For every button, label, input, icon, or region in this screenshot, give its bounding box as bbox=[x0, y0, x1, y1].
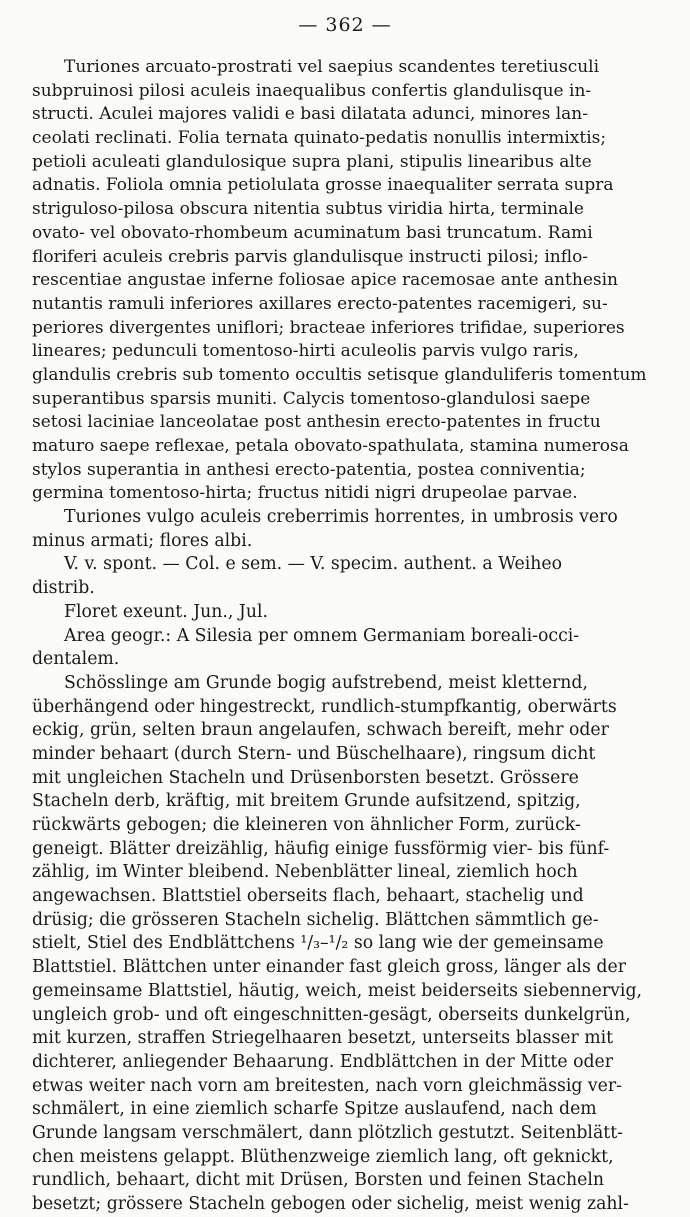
text-line: Grunde langsam verschmälert, dann plötzlich gestutzt. Seitenblätt- bbox=[32, 1122, 623, 1143]
text-line: striguloso-pilosa obscura nitentia subtus viridia hirta, terminale bbox=[32, 199, 584, 220]
text-line: Turiones vulgo aculeis creberrimis horrentes, in umbrosis vero bbox=[64, 507, 618, 528]
text-line: drüsig; die grösseren Stacheln sichelig. Blättchen sämmtlich ge- bbox=[32, 909, 599, 930]
text-line: überhängend oder hingestreckt, rundlich-stumpfkantig, oberwärts bbox=[32, 696, 617, 717]
text-line: Schösslinge am Grunde bogig aufstrebend, meist kletternd, bbox=[64, 672, 588, 693]
text-line: rescentiae angustae inferne foliosae apice racemosae ante anthesin bbox=[32, 270, 618, 291]
text-line: gemeinsame Blattstiel, häutig, weich, meist beiderseits siebennervig, bbox=[32, 980, 643, 1001]
text-line: setosi laciniae lanceolatae post anthesin erecto-patentes in fructu bbox=[32, 412, 601, 433]
text-line: ungleich grob- und oft eingeschnitten-gesägt, oberseits dunkelgrün, bbox=[32, 1004, 631, 1025]
text-line: geneigt. Blätter dreizählig, häufig einige fussförmig vier- bis fünf- bbox=[32, 838, 610, 859]
text-line: ovato- vel obovato-rhombeum acuminatum basi truncatum. Rami bbox=[32, 222, 593, 243]
text-line: rückwärts gebogen; die kleineren von ähnlicher Form, zurück- bbox=[32, 815, 581, 835]
text-line: stielt, Stiel des Endblättchens ¹/₃–¹/₂ so lang wie der gemeinsame bbox=[32, 933, 604, 954]
text-line: zählig, im Winter bleibend. Nebenblätter lineal, ziemlich hoch bbox=[32, 862, 578, 883]
text-line: Stacheln derb, kräftig, mit breitem Grunde aufsitzend, spitzig, bbox=[32, 791, 581, 812]
area-note bbox=[32, 625, 668, 672]
text-line: stylos superantia in anthesi erecto-patentia, postea conniventia; bbox=[32, 459, 586, 480]
text-line: mit kurzen, straffen Striegelhaaren besetzt, unterseits blasser mit bbox=[32, 1028, 614, 1049]
turiones-note bbox=[32, 506, 668, 553]
text-line: petioli aculeati glandulosique supra plani, stipulis linearibus alte bbox=[32, 151, 592, 172]
text-line: superantibus sparsis muniti. Calycis tomentoso-glandulosi saepe bbox=[32, 388, 591, 409]
text-line: besetzt; grössere Stacheln gebogen oder sichelig, meist wenig zahl- bbox=[32, 1194, 629, 1214]
text-line: ceolati reclinati. Folia ternata quinato-pedatis nonullis intermixtis; bbox=[32, 128, 607, 149]
text-line: germina tomentoso-hirta; fructus nitidi nigri drupeolae parvae. bbox=[32, 483, 578, 504]
text-line: nutantis ramuli inferiores axillares erecto-patentes racemigeri, su- bbox=[32, 293, 608, 314]
text-line: adnatis. Foliola omnia petiolulata grosse inaequaliter serrata supra bbox=[32, 175, 614, 196]
text-line: eckig, grün, selten braun angelaufen, schwach bereift, mehr oder bbox=[32, 720, 609, 741]
text-line: Blattstiel. Blättchen unter einander fast gleich gross, länger als der bbox=[32, 957, 626, 978]
text-line: glandulis crebris sub tomento occultis setisque glanduliferis tomentum bbox=[32, 364, 647, 385]
text-line: subpruinosi pilosi aculeis inaequalibus confertis glandulisque in- bbox=[32, 80, 592, 101]
text-line: structi. Aculei majores validi e basi dilatata adunci, minores lan- bbox=[32, 104, 589, 125]
floret-note bbox=[32, 601, 668, 625]
page-number: — 362 — bbox=[298, 14, 392, 36]
text-line: distrib. bbox=[32, 578, 95, 599]
german-description bbox=[32, 672, 668, 1217]
text-line: floriferi aculeis crebris parvis glandulisque instructi pilosi; inflo- bbox=[32, 246, 589, 267]
text-line: dentalem. bbox=[32, 649, 120, 670]
text-line: V. v. spont. — Col. e sem. — V. specim. authent. a Weiheo bbox=[64, 554, 563, 575]
text-line: chen meistens gelappt. Blüthenzweige ziemlich lang, oft geknickt, bbox=[32, 1146, 614, 1167]
text-line: dichterer, anliegender Behaarung. Endblättchen in der Mitte oder bbox=[32, 1051, 614, 1072]
text-line: lineares; pedunculi tomentoso-hirti aculeolis parvis vulgo raris, bbox=[32, 341, 579, 362]
text-line: Floret exeunt. Jun., Jul. bbox=[64, 601, 268, 622]
text-line: Turiones arcuato-prostrati vel saepius scandentes teretiusculi bbox=[64, 57, 600, 77]
body-text bbox=[32, 56, 668, 1217]
text-line: etwas weiter nach vorn am breitesten, nach vorn gleichmässig ver- bbox=[32, 1075, 623, 1096]
text-line: rundlich, behaart, dicht mit Drüsen, Borsten und feinen Stacheln bbox=[32, 1170, 605, 1191]
text-line: mit ungleichen Stacheln und Drüsenborsten besetzt. Grössere bbox=[32, 767, 579, 788]
text-line: periores divergentes uniflori; bracteae inferiores trifidae, superiores bbox=[32, 317, 625, 338]
specimen-note bbox=[32, 553, 668, 600]
text-line: angewachsen. Blattstiel oberseits flach, behaart, stachelig und bbox=[32, 886, 584, 907]
text-line: minus armati; flores albi. bbox=[32, 530, 253, 551]
text-line: minder behaart (durch Stern- und Büschelhaare), ringsum dicht bbox=[32, 743, 596, 764]
text-line: Area geogr.: A Silesia per omnem Germaniam boreali-occi- bbox=[64, 625, 580, 646]
latin-description bbox=[32, 56, 668, 506]
text-line: maturo saepe reflexae, petala obovato-spathulata, stamina numerosa bbox=[32, 436, 629, 456]
text-line: schmälert, in eine ziemlich scharfe Spitze auslaufend, nach dem bbox=[32, 1099, 597, 1120]
